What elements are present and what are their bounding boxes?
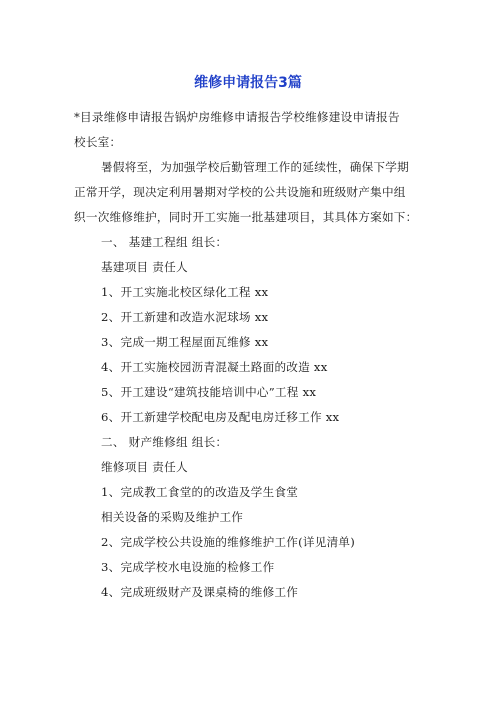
body-line: 二、 财产维修组 组长：	[101, 435, 228, 449]
body-line: 基建项目 责任人	[101, 260, 188, 274]
body-line: 5、开工建设“建筑技能培训中心”工程 xx	[101, 385, 317, 399]
body-line: 1、开工实施北校区绿化工程 xx	[101, 285, 269, 299]
body-line: 相关设备的采购及维护工作	[101, 510, 244, 524]
body-line: 2、开工新建和改造水泥球场 xx	[101, 310, 269, 324]
body-line: 4、完成班级财产及课桌椅的维修工作	[101, 585, 299, 599]
body-line: 4、开工实施校园沥青混凝土路面的改造 xx	[101, 360, 328, 374]
body-line: 正常开学，现决定利用暑期对学校的公共设施和班级财产集中组	[74, 185, 406, 199]
body-line: 6、开工新建学校配电房及配电房迁移工作 xx	[101, 410, 340, 424]
body-line: 一、 基建工程组 组长：	[101, 235, 228, 249]
body-line: *目录维修申请报告锅炉房维修申请报告学校维修建设申请报告	[74, 110, 400, 124]
body-line: 织一次维修维护，同时开工实施一批基建项目，其具体方案如下：	[74, 210, 418, 224]
document-body	[74, 105, 434, 605]
body-line: 3、完成学校水电设施的检修工作	[101, 560, 275, 574]
body-line: 维修项目 责任人	[101, 460, 188, 474]
body-line: 校长室：	[74, 135, 122, 149]
body-line: 1、完成教工食堂的的改造及学生食堂	[101, 485, 299, 499]
body-line: 3、完成一期工程屋面瓦维修 xx	[101, 335, 269, 349]
document-title: 维修申请报告3篇	[194, 75, 302, 91]
body-line: 2、完成学校公共设施的维修维护工作(详见清单)	[101, 535, 356, 549]
body-line: 暑假将至，为加强学校后勤管理工作的延续性，确保下学期	[101, 160, 409, 174]
